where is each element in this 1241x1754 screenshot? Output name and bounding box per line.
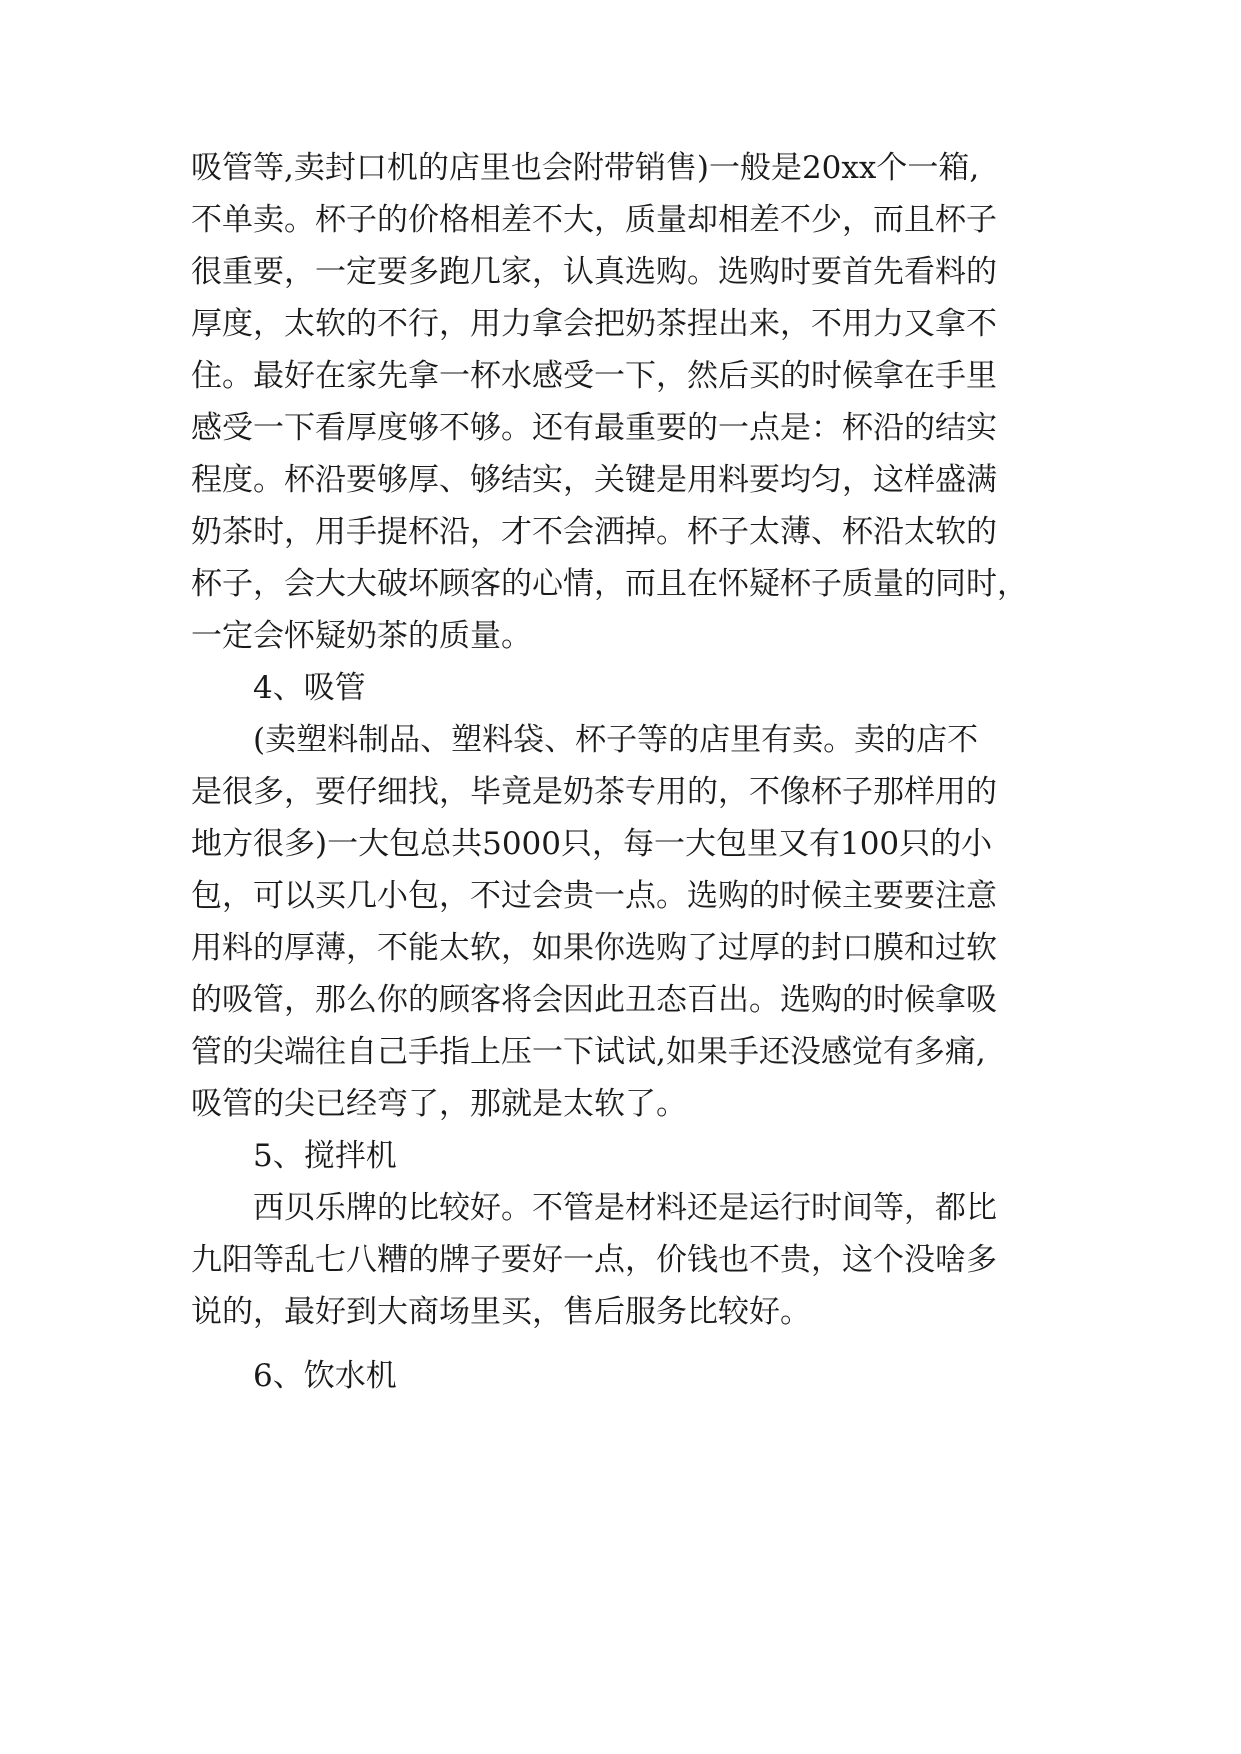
paragraph-line: 西贝乐牌的比较好。不管是材料还是运行时间等，都比 [253,1190,997,1226]
paragraph-line: 厚度，太软的不行，用力拿会把奶茶捏出来，不用力又拿不 [191,306,997,342]
paragraph-line: 用料的厚薄，不能太软，如果你选购了过厚的封口膜和过软 [191,930,997,966]
paragraph-line: 杯子，会大大破坏顾客的心情，而且在怀疑杯子质量的同时， [191,566,1028,602]
paragraph-line: (卖塑料制品、塑料袋、杯子等的店里有卖。卖的店不 [253,722,979,758]
paragraph-line: 不单卖。杯子的价格相差不大，质量却相差不少，而且杯子 [191,202,997,238]
paragraph-line: 程度。杯沿要够厚、够结实，关键是用料要均匀，这样盛满 [191,462,997,498]
paragraph-line: 是很多，要仔细找，毕竟是奶茶专用的，不像杯子那样用的 [191,774,997,810]
section-heading-blender: 5、搅拌机 [253,1138,397,1174]
section-heading-water-dispenser: 6、饮水机 [253,1358,397,1394]
paragraph-line: 的吸管，那么你的顾客将会因此丑态百出。选购的时候拿吸 [191,982,997,1018]
paragraph-line: 地方很多)一大包总共5000只，每一大包里又有100只的小 [191,826,993,862]
section-heading-straws: 4、吸管 [253,670,366,706]
paragraph-line: 说的，最好到大商场里买，售后服务比较好。 [191,1294,811,1330]
paragraph-line: 一定会怀疑奶茶的质量。 [191,618,532,654]
paragraph-line: 奶茶时，用手提杯沿，才不会洒掉。杯子太薄、杯沿太软的 [191,514,997,550]
paragraph-line: 很重要，一定要多跑几家，认真选购。选购时要首先看料的 [191,254,997,290]
paragraph-line: 管的尖端往自己手指上压一下试试,如果手还没感觉有多痛, [191,1034,986,1070]
paragraph-line: 吸管等,卖封口机的店里也会附带销售)一般是20xx个一箱, [191,150,980,186]
paragraph-line: 感受一下看厚度够不够。还有最重要的一点是：杯沿的结实 [191,410,997,446]
paragraph-line: 住。最好在家先拿一杯水感受一下，然后买的时候拿在手里 [191,358,997,394]
paragraph-line: 包，可以买几小包，不过会贵一点。选购的时候主要要注意 [191,878,997,914]
paragraph-line: 吸管的尖已经弯了，那就是太软了。 [191,1086,687,1122]
paragraph-line: 九阳等乱七八糟的牌子要好一点，价钱也不贵，这个没啥多 [191,1242,997,1278]
